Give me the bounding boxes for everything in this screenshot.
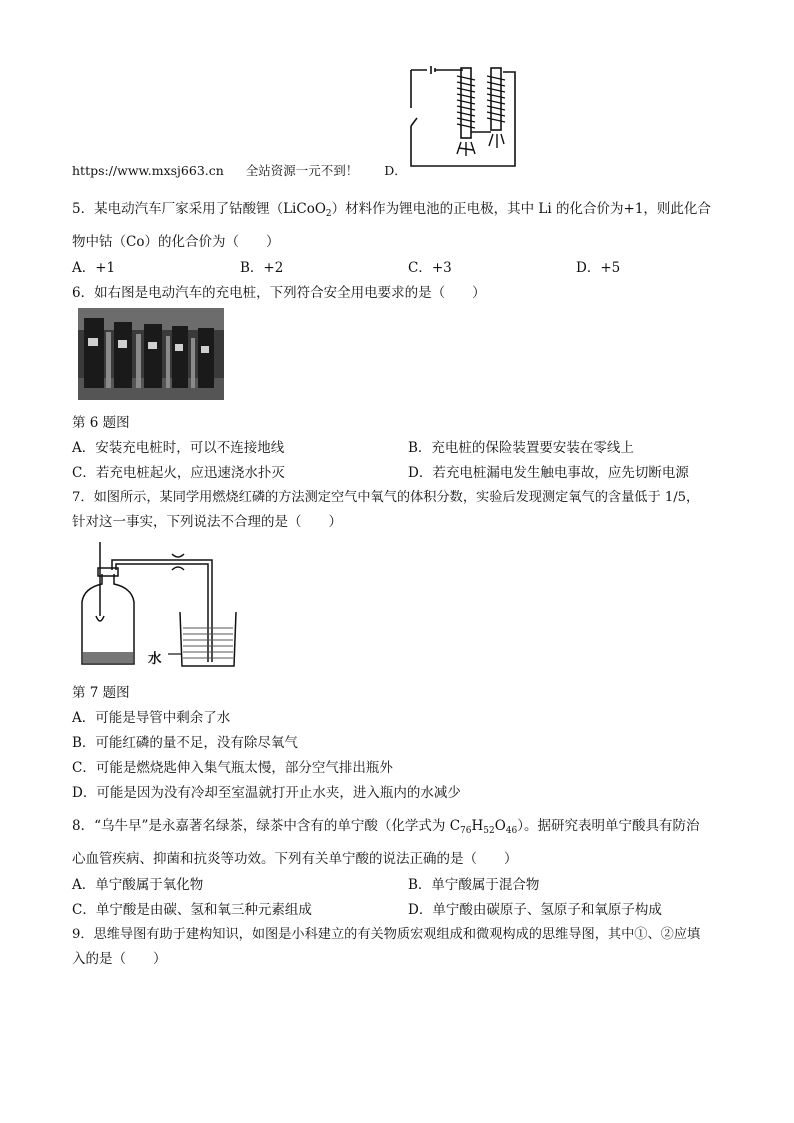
q7-option-c[interactable]: C．可能是燃烧匙伸入集气瓶太慢，部分空气排出瓶外	[72, 760, 393, 776]
q8-option-d[interactable]: D．单宁酸由碳原子、氢原子和氧原子构成	[408, 902, 662, 918]
q6-caption: 第 6 题图	[72, 415, 130, 431]
q5-option-a[interactable]: A．+1	[72, 260, 116, 276]
q5-options	[72, 256, 620, 276]
q8-option-c[interactable]: C．单宁酸是由碳、氢和氧三种元素组成	[72, 902, 312, 918]
q5-line2: 物中钴（Co）的化合价为（ ）	[72, 234, 280, 250]
q6-option-b[interactable]: B．充电桩的保险装置要安装在零线上	[408, 440, 634, 456]
q8-options-row2	[72, 898, 662, 918]
q7-option-a[interactable]: A．可能是导管中剩余了水	[72, 710, 231, 726]
q7-line1: 7．如图所示，某同学用燃烧红磷的方法测定空气中氧气的体积分数，实验后发现测定氧气的含量低于 1/5，	[72, 490, 700, 505]
charging-pile-photo	[78, 308, 224, 400]
q8-option-a[interactable]: A．单宁酸属于氧化物	[72, 877, 204, 893]
q6-options-row1	[72, 436, 634, 456]
q8-line1: 8．“乌牛早”是永嘉著名绿茶，绿茶中含有的单宁酸（化学式为 $C_{76}H_{52}O_{46}$）。据研究表明单宁酸具有防治	[72, 818, 700, 836]
q6-stem: 6．如右图是电动汽车的充电桩，下列符合安全用电要求的是（ ）	[72, 285, 486, 301]
option-d-label: D．	[384, 163, 407, 178]
q5-formula: LiCoO$_2$	[283, 201, 332, 219]
q7-caption: 第 7 题图	[72, 685, 130, 701]
q7-line2: 针对这一事实，下列说法不合理的是（ ）	[72, 514, 342, 530]
q7-option-b[interactable]: B．可能红磷的量不足，没有除尽氧气	[72, 735, 298, 751]
q6-option-a[interactable]: A．安装充电桩时，可以不连接地线	[72, 440, 285, 456]
q5-option-b[interactable]: B．+2	[240, 260, 284, 276]
q7-option-d[interactable]: D．可能是因为没有冷却至室温就打开止水夹，进入瓶内的水减少	[72, 785, 461, 801]
q9-line1: 9．思维导图有助于建构知识，如图是小科建立的有关物质宏观组成和微观构成的思维导图，其中①、②应填	[72, 927, 701, 942]
q5-option-d[interactable]: D．+5	[576, 260, 621, 276]
q5-line1: 5．某电动汽车厂家采用了钴酸锂（LiCoO$_2$）材料作为锂电池的正电极，其中 Li 的化合价为+1，则此化合	[72, 201, 711, 219]
q6-option-d[interactable]: D．若充电桩漏电发生触电事故，应先切断电源	[408, 465, 689, 481]
source-slogan: 全站资源一元不到！	[245, 163, 359, 178]
q5-option-c[interactable]: C．+3	[408, 260, 452, 276]
q8-options-row1	[72, 873, 539, 893]
q8-line2: 心血管疾病、抑菌和抗炎等功效。下列有关单宁酸的说法正确的是（ ）	[72, 851, 518, 867]
q8-option-b[interactable]: B．单宁酸属于混合物	[408, 877, 540, 893]
q8-formula: $C_{76}H_{52}O_{46}$	[449, 818, 518, 836]
q9-line2: 入的是（ ）	[72, 951, 167, 967]
electromagnet-circuit-figure	[405, 62, 525, 170]
water-label: 水	[148, 651, 162, 667]
source-url[interactable]: https://www.mxsj663.cn	[72, 163, 224, 178]
q6-options-row2	[72, 461, 689, 481]
header-line	[72, 161, 407, 179]
q6-option-c[interactable]: C．若充电桩起火，应迅速浇水扑灭	[72, 465, 285, 481]
